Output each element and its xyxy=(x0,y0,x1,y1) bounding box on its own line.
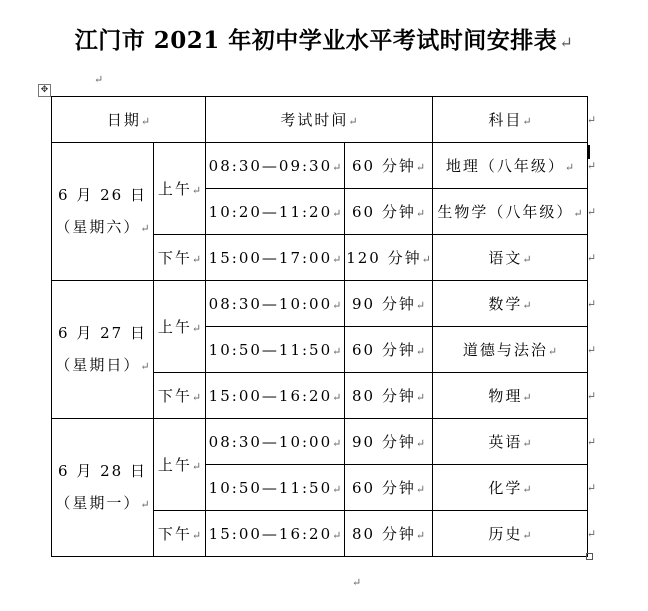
cell-mark-icon: ↵ xyxy=(140,115,151,128)
exam-subject: 地理（八年级） xyxy=(445,157,565,175)
row-end-mark-icon: ↵ xyxy=(586,527,599,540)
duration-cell[interactable] xyxy=(345,419,433,465)
time-cell[interactable] xyxy=(206,373,345,419)
row-end-mark-icon: ↵ xyxy=(586,205,599,218)
exam-subject: 英语 xyxy=(488,433,523,451)
cell-mark-icon: ↵ xyxy=(191,253,202,266)
exam-date: 6 月 27 日 xyxy=(58,323,147,342)
cell-mark-icon: ↵ xyxy=(332,206,342,220)
title-text: 江门市 2021 年初中学业水平考试时间安排表 xyxy=(74,27,558,54)
period-label: 上午 xyxy=(157,318,192,336)
exam-weekday xyxy=(52,487,153,521)
cell-mark-icon: ↵ xyxy=(573,207,583,220)
exam-time: 08:30—09:30 xyxy=(208,156,333,175)
exam-duration: 60 分钟 xyxy=(351,341,416,359)
date-cell[interactable] xyxy=(52,281,154,419)
cell-mark-icon: ↵ xyxy=(332,390,342,404)
exam-subject: 历史 xyxy=(488,525,523,543)
exam-time: 10:50—11:50 xyxy=(208,340,333,359)
subject-cell[interactable] xyxy=(433,419,599,465)
cell-mark-icon: ↵ xyxy=(547,345,558,358)
subject-cell[interactable] xyxy=(433,465,599,511)
date-cell[interactable] xyxy=(52,419,154,557)
cell-mark-icon: ↵ xyxy=(522,529,532,542)
paragraph-mark-icon: ↵ xyxy=(559,33,574,52)
time-cell[interactable] xyxy=(206,511,345,557)
weekday-text: （星期一） xyxy=(55,493,141,512)
exam-duration: 60 分钟 xyxy=(351,479,416,497)
subject-cell[interactable] xyxy=(433,143,599,189)
exam-subject: 物理 xyxy=(488,387,523,405)
header-time-cell[interactable] xyxy=(206,97,433,143)
exam-date: 6 月 28 日 xyxy=(58,461,147,480)
duration-cell[interactable] xyxy=(345,465,433,511)
cell-mark-icon: ↵ xyxy=(415,437,426,450)
text-cursor xyxy=(588,145,590,159)
exam-subject: 化学 xyxy=(488,479,523,497)
exam-duration: 80 分钟 xyxy=(351,525,416,543)
exam-weekday xyxy=(52,211,153,245)
cell-mark-icon: ↵ xyxy=(332,298,342,312)
exam-time: 08:30—10:00 xyxy=(208,432,333,451)
cell-mark-icon: ↵ xyxy=(415,345,426,358)
cell-mark-icon: ↵ xyxy=(522,391,532,404)
exam-subject: 语文 xyxy=(488,249,523,267)
subject-cell[interactable] xyxy=(433,189,599,235)
exam-time: 10:20—11:20 xyxy=(208,202,333,221)
cell-mark-icon: ↵ xyxy=(522,299,532,312)
duration-cell[interactable] xyxy=(345,327,433,373)
cell-mark-icon: ↵ xyxy=(415,529,426,542)
period-label: 上午 xyxy=(157,456,192,474)
cell-mark-icon: ↵ xyxy=(191,391,202,404)
row-end-mark-icon: ↵ xyxy=(586,481,599,494)
subject-cell[interactable] xyxy=(433,235,599,281)
exam-time: 10:50—11:50 xyxy=(208,478,333,497)
row-end-mark-icon: ↵ xyxy=(586,251,599,264)
period-label: 上午 xyxy=(157,180,192,198)
exam-subject: 道德与法治 xyxy=(462,341,548,359)
exam-time: 15:00—16:20 xyxy=(208,524,333,543)
exam-time: 15:00—17:00 xyxy=(208,248,333,267)
cell-mark-icon: ↵ xyxy=(140,497,150,511)
period-cell[interactable] xyxy=(154,281,206,373)
exam-duration: 90 分钟 xyxy=(351,433,416,451)
time-cell[interactable] xyxy=(206,281,345,327)
table-header-row xyxy=(52,97,588,143)
period-label: 下午 xyxy=(157,387,192,405)
cell-mark-icon: ↵ xyxy=(332,252,342,266)
weekday-text: （星期日） xyxy=(55,355,141,374)
row-end-mark-icon: ↵ xyxy=(586,297,599,310)
period-cell[interactable] xyxy=(154,143,206,235)
cell-mark-icon: ↵ xyxy=(415,391,426,404)
cell-mark-icon: ↵ xyxy=(415,299,426,312)
weekday-text: （星期六） xyxy=(55,217,141,236)
header-subject-cell[interactable] xyxy=(433,97,599,143)
exam-duration: 60 分钟 xyxy=(351,203,416,221)
row-end-mark-icon: ↵ xyxy=(586,113,599,126)
cell-mark-icon: ↵ xyxy=(191,460,202,473)
cell-mark-icon: ↵ xyxy=(421,253,431,266)
table-row xyxy=(52,143,588,189)
table-resize-handle[interactable] xyxy=(586,553,593,560)
subject-cell[interactable] xyxy=(433,327,599,373)
period-label: 下午 xyxy=(157,525,192,543)
period-cell[interactable] xyxy=(154,373,206,419)
exam-time: 15:00—16:20 xyxy=(208,386,333,405)
header-time: 考试时间 xyxy=(280,111,349,129)
cell-mark-icon: ↵ xyxy=(415,483,426,496)
cell-mark-icon: ↵ xyxy=(191,322,202,335)
table-row xyxy=(52,419,588,465)
duration-cell[interactable] xyxy=(345,235,433,281)
cell-mark-icon: ↵ xyxy=(564,161,575,174)
cell-mark-icon: ↵ xyxy=(522,483,532,496)
subject-cell[interactable] xyxy=(433,511,599,557)
header-date-cell[interactable] xyxy=(52,97,206,143)
page-title xyxy=(0,22,648,55)
cell-mark-icon: ↵ xyxy=(522,437,532,450)
header-subject: 科目 xyxy=(488,111,523,129)
cell-mark-icon: ↵ xyxy=(348,115,358,128)
paragraph-mark-icon: ↵ xyxy=(94,73,104,86)
exam-duration: 80 分钟 xyxy=(351,387,416,405)
table-move-handle-icon[interactable]: ✥ xyxy=(38,84,51,97)
row-end-mark-icon: ↵ xyxy=(586,159,599,172)
cell-mark-icon: ↵ xyxy=(522,115,532,128)
exam-subject: 生物学（八年级） xyxy=(437,203,574,221)
exam-time: 08:30—10:00 xyxy=(208,294,333,313)
row-end-mark-icon: ↵ xyxy=(586,435,599,448)
duration-cell[interactable] xyxy=(345,143,433,189)
header-date: 日期 xyxy=(106,111,141,129)
duration-cell[interactable] xyxy=(345,373,433,419)
date-cell[interactable] xyxy=(52,143,154,281)
time-cell[interactable] xyxy=(206,143,345,189)
cell-mark-icon: ↵ xyxy=(415,207,426,220)
time-cell[interactable] xyxy=(206,235,345,281)
period-cell[interactable] xyxy=(154,235,206,281)
duration-cell[interactable] xyxy=(345,281,433,327)
time-cell[interactable] xyxy=(206,189,345,235)
cell-mark-icon: ↵ xyxy=(332,160,342,174)
duration-cell[interactable] xyxy=(345,511,433,557)
paragraph-mark-icon: ↵ xyxy=(352,576,362,589)
cell-mark-icon: ↵ xyxy=(332,528,342,542)
cell-mark-icon: ↵ xyxy=(522,253,532,266)
exam-schedule-table xyxy=(51,96,599,557)
time-cell[interactable] xyxy=(206,327,345,373)
row-end-mark-icon: ↵ xyxy=(586,389,599,402)
period-cell[interactable] xyxy=(154,511,206,557)
exam-subject: 数学 xyxy=(488,295,523,313)
cell-mark-icon: ↵ xyxy=(415,161,426,174)
cell-mark-icon: ↵ xyxy=(332,482,342,496)
cell-mark-icon: ↵ xyxy=(191,529,202,542)
exam-duration: 90 分钟 xyxy=(351,295,416,313)
exam-duration: 60 分钟 xyxy=(351,157,416,175)
time-cell[interactable] xyxy=(206,465,345,511)
duration-cell[interactable] xyxy=(345,189,433,235)
cell-mark-icon: ↵ xyxy=(191,184,202,197)
cell-mark-icon: ↵ xyxy=(332,344,342,358)
cell-mark-icon: ↵ xyxy=(332,436,342,450)
exam-date: 6 月 26 日 xyxy=(58,185,147,204)
subject-cell[interactable] xyxy=(433,373,599,419)
period-label: 下午 xyxy=(157,249,192,267)
exam-duration: 120 分钟 xyxy=(346,249,422,267)
table-row xyxy=(52,281,588,327)
exam-weekday xyxy=(52,349,153,383)
cell-mark-icon: ↵ xyxy=(140,359,150,373)
row-end-mark-icon: ↵ xyxy=(586,343,599,356)
period-cell[interactable] xyxy=(154,419,206,511)
time-cell[interactable] xyxy=(206,419,345,465)
subject-cell[interactable] xyxy=(433,281,599,327)
cell-mark-icon: ↵ xyxy=(140,221,150,235)
